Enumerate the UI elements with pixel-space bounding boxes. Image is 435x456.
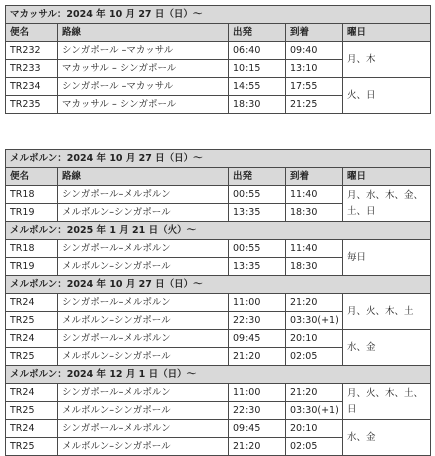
depart-header: 出発 xyxy=(229,168,286,186)
makassar-section-title: マカッサル：2024 年 10 月 27 日（日）～ xyxy=(6,6,431,24)
depart-time: 13:35 xyxy=(229,258,286,276)
depart-time: 21:20 xyxy=(229,438,286,456)
arrive-header: 到着 xyxy=(286,24,343,42)
operating-days: 毎日 xyxy=(343,240,431,276)
melbourne-section-title: メルボルン：2025 年 1 月 21 日（火）～ xyxy=(6,222,431,240)
depart-time: 00:55 xyxy=(229,240,286,258)
table-row xyxy=(6,186,431,204)
flight-number: TR24 xyxy=(6,294,58,312)
melbourne-section-title: メルボルン：2024 年 10 月 27 日（日）～ xyxy=(6,150,431,168)
table-row xyxy=(6,420,431,438)
route: メルボルン–シンガポール xyxy=(58,348,229,366)
melbourne-section-title: メルボルン：2024 年 12 月 1 日（日）～ xyxy=(6,366,431,384)
makassar-schedule-table xyxy=(5,5,431,114)
melbourne-schedule-table xyxy=(5,149,431,456)
depart-time: 22:30 xyxy=(229,402,286,420)
table-row xyxy=(6,42,431,60)
table-row xyxy=(6,240,431,258)
depart-time: 00:55 xyxy=(229,186,286,204)
route: シンガポール–メルボルン xyxy=(58,330,229,348)
route: シンガポール–メルボルン xyxy=(58,294,229,312)
route-header: 路線 xyxy=(58,168,229,186)
flight-number: TR24 xyxy=(6,330,58,348)
depart-time: 13:35 xyxy=(229,204,286,222)
arrive-time: 20:10 xyxy=(286,330,343,348)
depart-time: 10:15 xyxy=(229,60,286,78)
flight-number: TR25 xyxy=(6,312,58,330)
flight-number: TR234 xyxy=(6,78,58,96)
operating-days: 水、金 xyxy=(343,420,431,456)
route: シンガポール–メルボルン xyxy=(58,240,229,258)
flight-number: TR25 xyxy=(6,438,58,456)
depart-time: 18:30 xyxy=(229,96,286,114)
flight-header: 便名 xyxy=(6,168,58,186)
route: シンガポール –マカッサル xyxy=(58,78,229,96)
depart-time: 11:00 xyxy=(229,384,286,402)
days-header: 曜日 xyxy=(343,24,431,42)
operating-days: 火、日 xyxy=(343,78,431,114)
route: メルボルン–シンガポール xyxy=(58,438,229,456)
operating-days: 水、金 xyxy=(343,330,431,366)
days-header: 曜日 xyxy=(343,168,431,186)
table-row xyxy=(6,294,431,312)
route: マカッサル – シンガポール xyxy=(58,60,229,78)
flight-number: TR25 xyxy=(6,348,58,366)
table-row xyxy=(6,330,431,348)
table-header-row xyxy=(6,24,431,42)
flight-number: TR233 xyxy=(6,60,58,78)
operating-days: 月、木 xyxy=(343,42,431,78)
flight-number: TR25 xyxy=(6,402,58,420)
depart-time: 09:45 xyxy=(229,330,286,348)
arrive-time: 11:40 xyxy=(286,186,343,204)
flight-number: TR18 xyxy=(6,240,58,258)
arrive-time: 11:40 xyxy=(286,240,343,258)
depart-time: 21:20 xyxy=(229,348,286,366)
arrive-time: 20:10 xyxy=(286,420,343,438)
depart-time: 06:40 xyxy=(229,42,286,60)
flight-number: TR235 xyxy=(6,96,58,114)
arrive-time: 21:25 xyxy=(286,96,343,114)
route: シンガポール –マカッサル xyxy=(58,42,229,60)
melbourne-section-title: メルボルン：2024 年 10 月 27 日（日）～ xyxy=(6,276,431,294)
flight-number: TR24 xyxy=(6,384,58,402)
table-header-row xyxy=(6,168,431,186)
flight-header: 便名 xyxy=(6,24,58,42)
route: メルボルン–シンガポール xyxy=(58,402,229,420)
arrive-time: 09:40 xyxy=(286,42,343,60)
arrive-time: 21:20 xyxy=(286,384,343,402)
route: メルボルン–シンガポール xyxy=(58,312,229,330)
arrive-header: 到着 xyxy=(286,168,343,186)
arrive-time: 21:20 xyxy=(286,294,343,312)
route: メルボルン–シンガポール xyxy=(58,258,229,276)
table-row xyxy=(6,384,431,402)
route: メルボルン–シンガポール xyxy=(58,204,229,222)
route: シンガポール–メルボルン xyxy=(58,384,229,402)
arrive-time: 02:05 xyxy=(286,348,343,366)
arrive-time: 17:55 xyxy=(286,78,343,96)
arrive-time: 03:30(+1) xyxy=(286,402,343,420)
route: シンガポール–メルボルン xyxy=(58,186,229,204)
arrive-time: 18:30 xyxy=(286,258,343,276)
operating-days: 月、水、木、金、土、日 xyxy=(343,186,431,222)
arrive-time: 13:10 xyxy=(286,60,343,78)
depart-time: 14:55 xyxy=(229,78,286,96)
arrive-time: 03:30(+1) xyxy=(286,312,343,330)
flight-number: TR19 xyxy=(6,204,58,222)
depart-time: 11:00 xyxy=(229,294,286,312)
arrive-time: 18:30 xyxy=(286,204,343,222)
flight-number: TR19 xyxy=(6,258,58,276)
table-row xyxy=(6,78,431,96)
flight-number: TR18 xyxy=(6,186,58,204)
route: マカッサル – シンガポール xyxy=(58,96,229,114)
operating-days: 月、火、木、土、日 xyxy=(343,384,431,420)
route: シンガポール–メルボルン xyxy=(58,420,229,438)
depart-time: 22:30 xyxy=(229,312,286,330)
arrive-time: 02:05 xyxy=(286,438,343,456)
route-header: 路線 xyxy=(58,24,229,42)
operating-days: 月、火、木、土 xyxy=(343,294,431,330)
flight-number: TR232 xyxy=(6,42,58,60)
depart-header: 出発 xyxy=(229,24,286,42)
depart-time: 09:45 xyxy=(229,420,286,438)
flight-number: TR24 xyxy=(6,420,58,438)
